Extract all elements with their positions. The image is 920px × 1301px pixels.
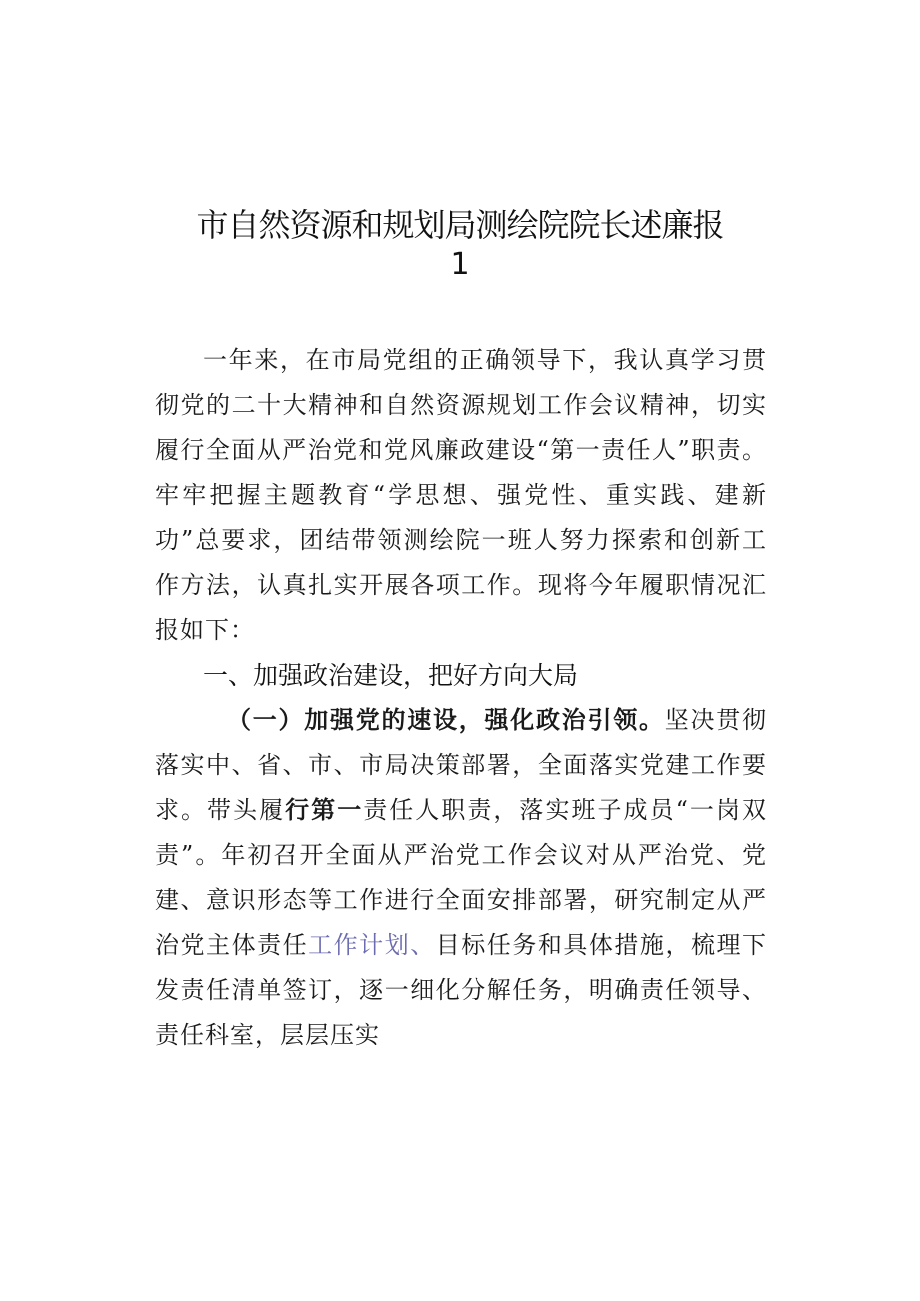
subsection-text-part1: 坚决贯彻落实中、省、市、市局决策部署，全面落实党建工作要求。带头履 — [155, 706, 767, 824]
document-body — [155, 338, 767, 1058]
section-heading-1: 一、加强政治建设，把好方向大局 — [203, 661, 579, 690]
document-title: 市自然资源和规划局测绘院院长述廉报 — [196, 206, 724, 244]
subsection-bold-text: 行第一 — [285, 796, 364, 824]
subsection-lead: （一）加强党的速设，强化政治引领。 — [227, 706, 665, 734]
intro-paragraph: 一年来，在市局党组的正确领导下，我认真学习贯彻党的二十大精神和自然资源规划工作会议精神，切实履行全面从严治党和党风廉政建设“第一责任人”职责。牢牢把握主题教育“学思想、强党性、重实践、建新功”总要求，团结带领测绘院一班人努力探索和创新工作方法，认真扎实开展各项工作。现将今年履职情况汇报如下： — [155, 346, 767, 644]
work-plan-link[interactable]: 工作计划、 — [308, 931, 436, 959]
subsection-text-part2: 责任人职责，落实班子成员“一岗双责”。年初召开全面从严治党工作会议对从严治党、党建、意识形态等工作进行全面安排部署，研究制定从严治党主体责任 — [155, 796, 767, 959]
document-title-continuation: 1 — [450, 247, 470, 282]
subsection-paragraph-1 — [155, 698, 767, 1058]
subsection-text-part3: 目标任务和具体措施，梳理下发责任清单签订，逐一细化分解任务，明确责任领导、责任科室，层层压实 — [155, 931, 768, 1049]
